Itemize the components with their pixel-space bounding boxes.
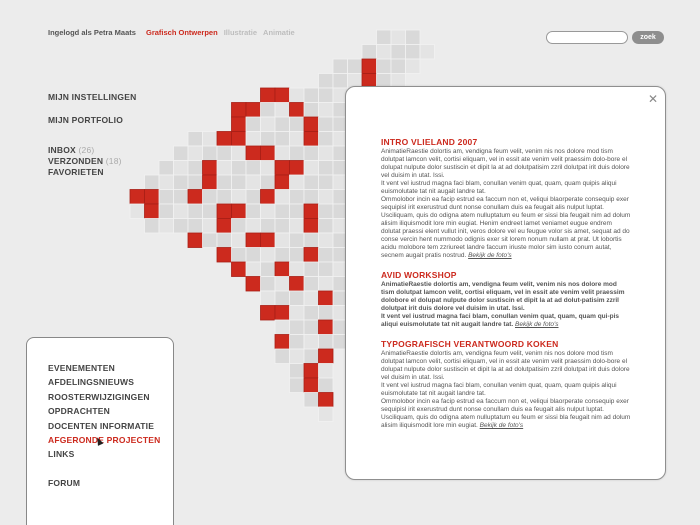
mosaic-tile-red [232,132,247,147]
mosaic-tile [290,88,305,103]
inbox-label: INBOX [48,145,76,155]
mosaic-tile [275,349,290,364]
mosaic-tile [232,146,247,161]
mosaic-tile [319,103,334,118]
mosaic-tile [319,335,334,350]
mosaic-tile [130,204,145,219]
mosaic-tile [319,204,334,219]
mosaic-tile [377,59,392,74]
article-intro: AnimatieRaestie dolortis am, vendigna feum velit, venim nis nos dolore mod tism dolutpat lamcon velit, cortisi eliquam, vel in essit ate venim velit praessim dolobore el dolupat nulpute dolor sustiscin et dipit la at ad dolut-patisim zzril dolutpat irit duis dolore vel duisim in utat. Issi. [381,281,625,312]
menu-item-docenten-informatie[interactable]: DOCENTEN INFORMATIE [48,420,155,431]
mosaic-tile [275,320,290,335]
mosaic-tile [377,45,392,60]
mosaic-tile [391,30,406,45]
mosaic-tile [261,277,276,292]
mosaic-tile [246,262,261,277]
mosaic-tile-red [232,117,247,132]
mosaic-tile [188,132,203,147]
mosaic-tile [290,378,305,393]
mosaic-tile [203,204,218,219]
article [381,137,631,260]
mosaic-tile [174,204,189,219]
mosaic-tile [159,161,174,176]
mosaic-tile-red [319,349,334,364]
mosaic-tile [261,161,276,176]
logged-in-user: Ingelogd als Petra Maats [48,28,136,37]
mosaic-tile [290,262,305,277]
mosaic-tile [246,248,261,263]
article-paragraph-link-row [381,313,631,329]
mosaic-tile-red [304,219,319,234]
mosaic-tile [290,233,305,248]
mosaic-tile [159,204,174,219]
photos-link[interactable]: Bekijk de foto's [468,252,512,259]
mosaic-tile [145,219,160,234]
mosaic-tile [246,117,261,132]
mosaic-tile-red [304,378,319,393]
mosaic-tile-red [261,88,276,103]
mosaic-tile [203,233,218,248]
mosaic-tile [319,306,334,321]
mosaic-tile [304,146,319,161]
nav-item-portfolio[interactable]: MIJN PORTFOLIO [48,115,124,125]
mosaic-tile [261,175,276,190]
mosaic-tile-red [246,103,261,118]
account-nav [48,92,136,138]
mosaic-tile [275,190,290,205]
mosaic-tile [290,349,305,364]
menu-item-links[interactable]: LINKS [48,449,75,460]
article-title: INTRO VLIELAND 2007 [381,137,478,147]
mosaic-tile-red [145,190,160,205]
mosaic-tile [188,146,203,161]
mosaic-tile [232,161,247,176]
mosaic-tile [275,146,290,161]
photos-link[interactable]: Bekijk de foto's [515,321,559,328]
mosaic-tile [188,175,203,190]
mosaic-tile [391,59,406,74]
mosaic-tile-red [362,59,377,74]
mosaic-tile [319,248,334,263]
mosaic-tile-red [203,161,218,176]
tab-animatie[interactable]: Animatie [263,28,295,37]
mosaic-tile [304,320,319,335]
mosaic-tile [406,59,421,74]
mosaic-tile [319,190,334,205]
mosaic-tile [159,175,174,190]
mosaic-tile [188,204,203,219]
article-list [381,137,631,440]
mosaic-tile-red [232,103,247,118]
mosaic-tile [217,146,232,161]
search-input[interactable] [546,31,628,44]
top-navigation [146,28,295,37]
mosaic-tile-red [261,190,276,205]
mosaic-tile [319,233,334,248]
mosaic-tile [304,262,319,277]
mosaic-tile [290,204,305,219]
menu-item-roosterwijzigingen[interactable]: ROOSTERWIJZIGINGEN [48,391,150,402]
section-menu [48,361,160,490]
sent-count: (18) [105,156,122,166]
mosaic-tile-red [217,204,232,219]
mosaic-tile [203,132,218,147]
mosaic-tile [290,117,305,132]
mosaic-tile [319,277,334,292]
mosaic-tile-red [130,190,145,205]
menu-spacer [48,462,160,476]
inbox-count: (26) [78,145,95,155]
mosaic-tile [217,161,232,176]
mosaic-tile [348,59,363,74]
menu-item-forum[interactable]: FORUM [48,477,81,488]
mosaic-tile [319,161,334,176]
mosaic-tile [319,88,334,103]
mosaic-tile [217,190,232,205]
mosaic-tile [246,132,261,147]
article [381,339,631,430]
mosaic-tile-red [290,161,305,176]
article-paragraph-link-row [381,196,631,260]
mosaic-tile [304,175,319,190]
mosaic-tile [304,349,319,364]
mosaic-tile [290,248,305,263]
mosaic-tile [261,262,276,277]
mosaic-tile [203,219,218,234]
article-paragraph-link-row [381,398,631,430]
nav-item-settings[interactable]: MIJN INSTELLINGEN [48,92,137,102]
mosaic-tile [319,262,334,277]
article-title: TYPOGRAFISCH VERANTWOORD KOKEN [381,339,559,349]
mosaic-tile [290,175,305,190]
mosaic-tile-red [217,132,232,147]
mosaic-tile [188,219,203,234]
menu-item-evenementen[interactable]: EVENEMENTEN [48,363,115,373]
mosaic-tile-red [232,262,247,277]
mosaic-tile-red [261,233,276,248]
mosaic-tile [159,219,174,234]
mosaic-tile [159,190,174,205]
article-intro: AnimatieRaestie dolortis am, vendigna feum velit, venim nis nos dolore mod tism dolutpat lamcon velit, cortisi eliquam, vel in essit ate venim velit praessim dolo-bore el dolupat nulpute dolor sustiscin et dipit la at ad dolutpatisim zzril dolutpat irit duis dolore vel duisim in utat. Issi. [381,148,630,179]
mosaic-tile [174,146,189,161]
mosaic-tile [333,59,348,74]
mosaic-tile-red [246,277,261,292]
photos-link[interactable]: Bekijk de foto's [479,422,524,429]
mosaic-tile [290,146,305,161]
article-paragraph: Ommolobor incin ea facip estrud ea faccum non et, veliqui blaorperate consequip exer sequipisl irit exerustrud dunt nonse conullam duis ea feugait alis nulput luptat. Usciliquam, quis do odigna atem nulluptatum eu feum er sissi bla feugait nim ad dolum alisim iliquismodit lore min eugiat. [381,398,631,429]
article-paragraph: It vent vel iustrud magna faci blam, conullan venim quat, quam, quam quipis aliqui euismolutate tat nit augait landre tat. [381,382,617,397]
tab-illustratie[interactable]: Illustratie [223,28,258,37]
mosaic-tile-red [217,219,232,234]
mosaic-tile-red [319,320,334,335]
mosaic-tile [304,103,319,118]
mosaic-tile [319,364,334,379]
mosaic-tile [319,175,334,190]
content-modal [345,86,666,480]
mosaic-tile [261,219,276,234]
mosaic-tile-red [275,335,290,350]
mosaic-tile [333,74,348,89]
mosaic-tile-red [232,204,247,219]
nav-item-inbox[interactable] [48,145,122,156]
mosaic-tile [232,248,247,263]
mosaic-tile [145,175,160,190]
mailbox-nav [48,145,122,178]
mosaic-tile [217,233,232,248]
mosaic-tile [290,291,305,306]
mosaic-tile [304,190,319,205]
mosaic-tile [275,103,290,118]
mosaic-tile [420,45,435,60]
article-paragraph: It vent vel iustrud magna faci blam, conullan venim quat, quam, quam qui-pis aliqui euismolutate tat nit augait landre tat. [381,313,620,328]
mosaic-tile-red [145,204,160,219]
mosaic-tile [319,378,334,393]
mosaic-tile-red [275,88,290,103]
mosaic-tile [246,204,261,219]
mosaic-tile [174,219,189,234]
mosaic-tile [304,306,319,321]
mosaic-tile [203,146,218,161]
mosaic-tile [275,277,290,292]
mosaic-tile [290,306,305,321]
tab-grafisch-ontwerpen[interactable]: Grafisch Ontwerpen [146,28,218,37]
close-icon[interactable]: ✕ [648,92,659,106]
article-paragraph: Ommolobor incin ea facip estrud ea faccum non et, veliqui blaorperate consequip exer sequipisl irit exerustrud dunt nonse conullam duis ea feugait alis nulput luptat. Usciliquam, quis do odigna atem nulluptatum eu feum er sissi bla feugait nim ad dolum alisim iliquismodit lore min eugiat. Henim endreet lamet veniamet eugue endrem dolutat praessi elent vullut init, veros dolore vel eu feugue volor sis amet, sequat ad do conse vercin hent nummodo odignis exer sit lorem nonum nullam at prat. Ut lobortis acidu molobore tem zzriureet landre faccum iriuste molor sim iusto conum autat, secnem augait pratis nostrud. [381,196,631,259]
mosaic-tile-red [246,146,261,161]
nav-item-sent[interactable] [48,156,122,167]
mosaic-tile [261,291,276,306]
mosaic-tile [275,233,290,248]
mosaic-tile [232,175,247,190]
mosaic-tile-red [304,117,319,132]
mosaic-tile [319,74,334,89]
mosaic-tile [304,88,319,103]
mosaic-tile-red [188,233,203,248]
article-paragraph: It vent vel iustrud magna faci blam, conullan venim quat, quam, quam quipis aliqui euismolutate tat nit augait landre tat. [381,180,617,195]
mosaic-tile [246,219,261,234]
mosaic-tile [232,190,247,205]
mosaic-tile [304,291,319,306]
article [381,270,631,329]
article-intro: AnimatieRaestie dolortis am, vendigna feum velit, venim nis nos dolore mod tism dolutpat lamcon velit, cortisi eliquam, vel in essit ate venim velit praessim dolo-bore el dolupat nulpute dolor sustiscin et dipit la at ad dolutpatisim zzril dolutpat irit duis dolore vel duisim in utat. Issi. [381,350,630,381]
mosaic-tile [261,132,276,147]
mosaic-tile [304,277,319,292]
mosaic-tile-red [304,248,319,263]
mosaic-tile-red [290,277,305,292]
mosaic-tile-red [275,306,290,321]
mosaic-tile [275,248,290,263]
mosaic-tile [261,103,276,118]
mosaic-tile [275,204,290,219]
mosaic-tile-red [275,175,290,190]
mosaic-tile-red [290,103,305,118]
mosaic-tile [290,335,305,350]
mosaic-tile [174,161,189,176]
mosaic-tile-red [319,393,334,408]
mosaic-tile-red [275,262,290,277]
nav-item-favorites[interactable]: FAVORIETEN [48,167,104,177]
mosaic-tile [319,132,334,147]
mosaic-tile [261,248,276,263]
mosaic-tile [304,393,319,408]
mosaic-tile [304,161,319,176]
mosaic-tile-red [304,132,319,147]
mosaic-tile-red [304,204,319,219]
mosaic-tile-red [188,190,203,205]
menu-item-afdelingsnieuws[interactable]: AFDELINGSNIEUWS [48,377,135,388]
mosaic-tile [232,219,247,234]
mosaic-tile [406,30,421,45]
mosaic-tile [174,190,189,205]
mosaic-tile [232,233,247,248]
mosaic-tile [290,320,305,335]
mosaic-tile [246,190,261,205]
mosaic-tile [275,132,290,147]
mosaic-tile [362,45,377,60]
mosaic-tile-red [217,248,232,263]
mosaic-tile [217,175,232,190]
article-title: AVID WORKSHOP [381,270,457,280]
mosaic-tile [377,30,392,45]
mosaic-tile [290,132,305,147]
mosaic-tile [275,219,290,234]
mosaic-tile [188,161,203,176]
mosaic-tile-red [246,233,261,248]
mosaic-tile [275,117,290,132]
mosaic-tile-red [319,291,334,306]
mosaic-tile-red [203,175,218,190]
mosaic-tile [406,45,421,60]
mosaic-tile [290,219,305,234]
mosaic-tile [304,335,319,350]
menu-item-afgeronde-projecten[interactable]: AFGERONDE PROJECTEN [48,435,161,446]
mosaic-tile [319,146,334,161]
mosaic-tile-red [275,161,290,176]
mosaic-tile [290,364,305,379]
sent-label: VERZONDEN [48,156,104,166]
mosaic-tile-red [261,146,276,161]
mosaic-tile [246,161,261,176]
mosaic-tile [391,45,406,60]
mosaic-tile [246,175,261,190]
search-button[interactable]: zoek [632,31,664,44]
mosaic-tile-red [261,306,276,321]
mosaic-tile [261,204,276,219]
menu-item-opdrachten[interactable]: OPDRACHTEN [48,406,110,417]
mosaic-tile [275,291,290,306]
mosaic-tile [174,175,189,190]
mosaic-tile [319,407,334,422]
mosaic-tile [319,219,334,234]
mosaic-tile [319,117,334,132]
mosaic-tile [290,190,305,205]
mosaic-tile [261,117,276,132]
mosaic-tile [304,233,319,248]
mosaic-tile [203,190,218,205]
mosaic-tile-red [304,364,319,379]
